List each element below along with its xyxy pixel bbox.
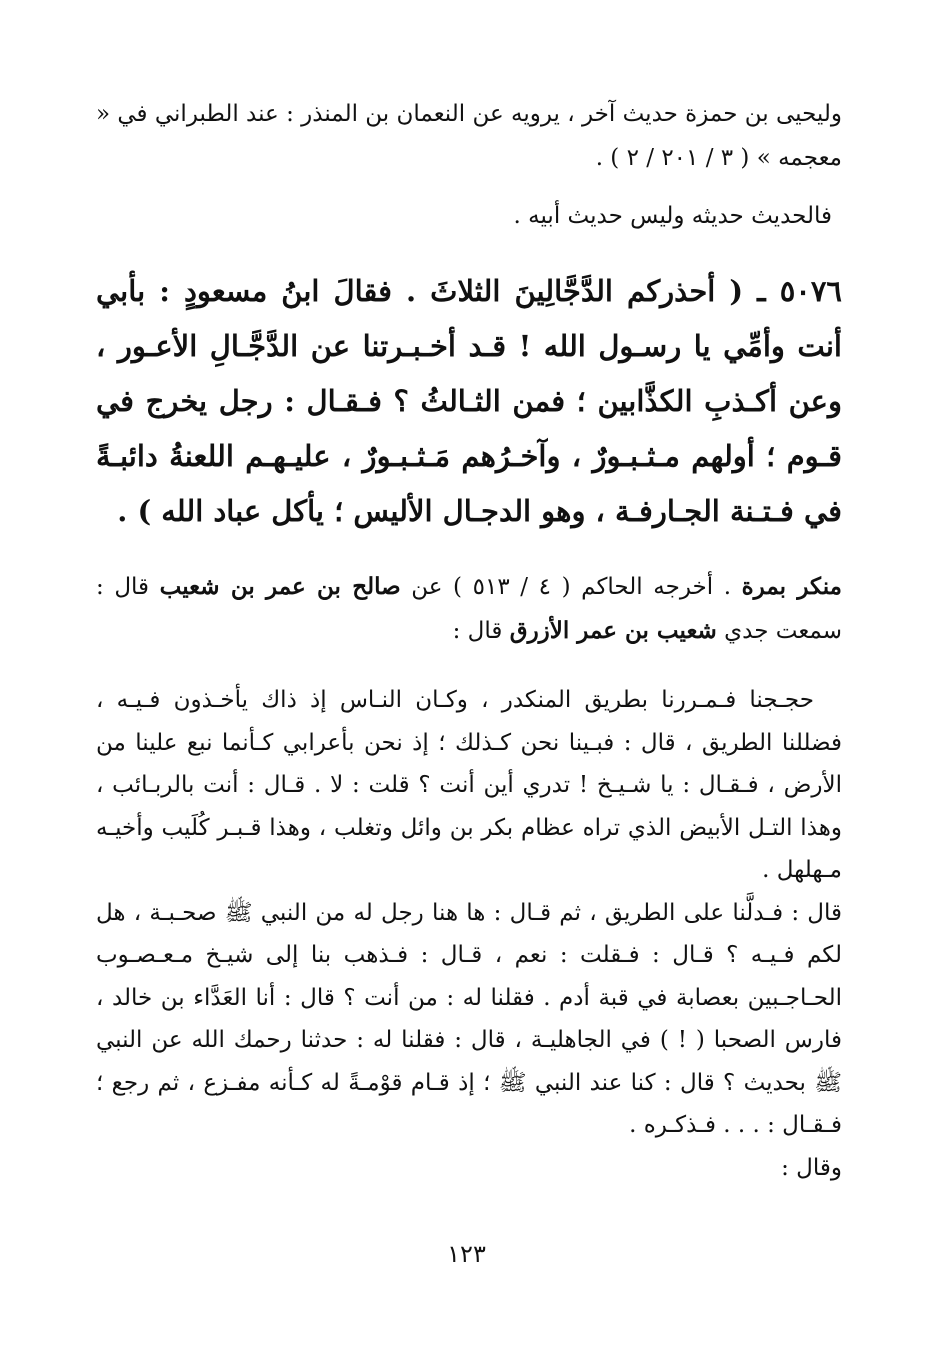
narration-section [96, 679, 842, 1189]
conclusion-paragraph: فالحديث حديثه وليس حديث أبيه . [513, 203, 832, 229]
hadith-text: ٥٠٧٦ ـ ( أحذركم الدَّجَّالِينَ الثلاثَ . فقالَ ابنُ مسعودٍ : بأبي أنت وأمِّي يا رسـول الله ! قـد أخـبـرتنا عن الدَّجَّـالِ الأعـور ، وعن أكـذبِ الكذَّابين ؛ فمن الثـالثُ ؟ فـقـال : رجل يخرج في قـوم ؛ أولهم مـثـبـورٌ ، وآخـرُهم مَـثـبـورٌ ، عليـهـم اللعنةُ دائبـةً في فـتـنة الجـارفـة ، وهو الدجـال الأليس ؛ يأكل عباد الله ) . [96, 274, 842, 528]
takhrij-paragraph [96, 565, 842, 653]
takhrij-text-2: قال : سمعت جدي [96, 574, 842, 644]
page-number: ١٢٣ [447, 1240, 486, 1268]
narrator-name-1: صالح بن عمر بن شعيب [159, 573, 401, 600]
takhrij-text-1: . أخرجه الحاكم ( ٤ / ٥١٣ ) عن [400, 574, 742, 600]
narration-paragraph-3: وقال : [781, 1154, 842, 1181]
narration-paragraph-2: قال : فـدلَّنا على الطريق ، ثم قـال : ها هنا رجل له من النبي ﷺ صحـبـة ، هل لكم فـيـه ؟ قـال : فـقلت : نعم ، قـال : فـذهب بنا إلى شيـخ مـعـصـوب الحـاجـبين بعصابة في قبة أدم . فقلنا له : من أنت ؟ قال : أنا العَدَّاء بن خالد ، فارس الصحبا ( ! ) في الجاهليـة ، قال : فقلنا له : حدثنا رحمك الله عن النبي ﷺ بحديث ؟ قال : كنا عند النبي ﷺ ؛ إذ قـام قوْمـةً له كـأنه مفـزع ، ثم رجع ؛ فـقـال : . . . فـذكـره . [96, 899, 842, 1138]
hadith-grade: منكر بمرة [741, 573, 843, 600]
intro-paragraph: وليحيى بن حمزة حديث آخر ، يرويه عن النعمان بن المنذر : عند الطبراني في « معجمه » ( ٣ / ٢٠١ / ٢ ) . [96, 101, 842, 171]
takhrij-text-3: قال : [452, 618, 510, 644]
narrator-name-2: شعيب بن عمر الأزرق [509, 617, 717, 644]
narration-paragraph-1: حجـجنا فـمـررنا بطريق المنكدر ، وكـان النـاس إذ ذاك يأخـذون فـيـه ، فضللنا الطريق ، قال : فبـينا نحن كـذلك ؛ إذ نحن بأعرابي كـأنما نبع علينا من الأرض ، فـقـال : يا شـيـخ ! تدري أين أنت ؟ قلت : لا . قـال : أنت بالربـائب ، وهذا التـل الأبيض الذي تراه عظام بكر بن وائل وتغلب ، وهذا قـبـر كُلَيب وأخيـه مـهلهل . [96, 687, 842, 883]
page-body [96, 92, 842, 1189]
